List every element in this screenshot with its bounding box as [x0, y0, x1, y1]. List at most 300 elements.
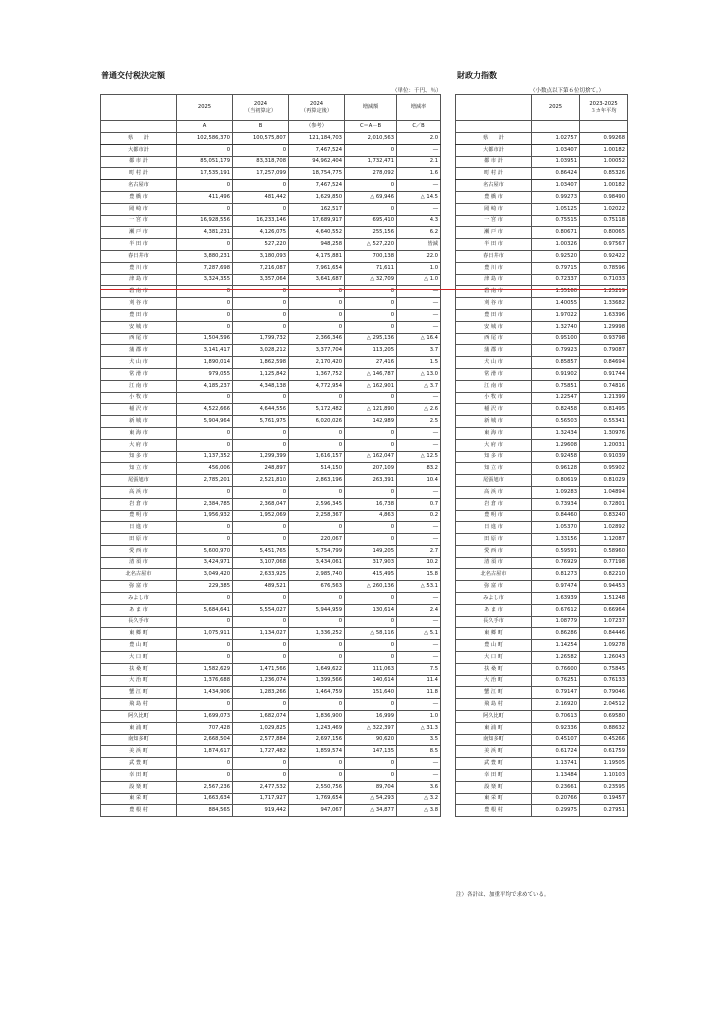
value-cell: ―	[397, 770, 441, 782]
table-row	[456, 628, 628, 640]
row-name-cell: 西 尾 市	[101, 333, 177, 345]
row-name-cell: 大 治 町	[456, 675, 532, 687]
table-row	[456, 805, 628, 817]
value-cell: 1.97022	[532, 309, 580, 321]
value-cell: 0	[177, 534, 233, 546]
table-row	[456, 652, 628, 664]
value-cell: 83.2	[397, 463, 441, 475]
row-name-cell: 豊 山 町	[101, 640, 177, 652]
value-cell: 0	[233, 758, 289, 770]
value-cell: 0	[177, 298, 233, 310]
value-cell: 1.00182	[580, 144, 628, 156]
value-cell: 1,582,629	[177, 663, 233, 675]
value-cell: 111,063	[345, 663, 397, 675]
value-cell: 0.96128	[532, 463, 580, 475]
row-name-cell: 東 栄 町	[101, 793, 177, 805]
value-cell: 0	[345, 522, 397, 534]
row-name-cell: 蒲 郡 市	[456, 345, 532, 357]
value-cell: 1.63939	[532, 593, 580, 605]
table-row	[101, 215, 441, 227]
value-cell: 2,258,367	[289, 510, 345, 522]
value-cell: 4,126,075	[233, 227, 289, 239]
row-name-cell: 武 豊 町	[101, 758, 177, 770]
value-cell: △ 2.6	[397, 404, 441, 416]
table-row	[456, 640, 628, 652]
value-cell: 4,175,881	[289, 250, 345, 262]
value-cell: 0	[177, 144, 233, 156]
value-cell: 0.72337	[532, 274, 580, 286]
row-name-cell: 設 楽 町	[101, 781, 177, 793]
value-cell: 1,299,399	[233, 451, 289, 463]
row-name-cell: 豊 橋 市	[101, 191, 177, 203]
value-cell: 7,467,524	[289, 144, 345, 156]
value-cell: 4,863	[345, 510, 397, 522]
row-name-cell: 長久手市	[456, 616, 532, 628]
value-cell: 94,962,404	[289, 156, 345, 168]
value-cell: 1.19505	[580, 758, 628, 770]
value-cell: 1,799,732	[233, 333, 289, 345]
row-name-cell: 安 城 市	[456, 321, 532, 333]
row-name-cell: 町 村 計	[101, 168, 177, 180]
value-cell: ―	[397, 392, 441, 404]
value-cell: ―	[397, 522, 441, 534]
table-row	[456, 180, 628, 192]
table-row	[456, 711, 628, 723]
value-cell: 0	[345, 427, 397, 439]
value-cell: 0.82458	[532, 404, 580, 416]
table-row	[101, 345, 441, 357]
value-cell: 0	[289, 593, 345, 605]
highlight-line	[100, 289, 628, 290]
value-cell: △ 527,220	[345, 239, 397, 251]
value-cell: 317,903	[345, 557, 397, 569]
table-row	[456, 734, 628, 746]
value-cell: 4,522,666	[177, 404, 233, 416]
value-cell: 1.00182	[580, 180, 628, 192]
row-name-cell: 阿久比町	[456, 711, 532, 723]
row-name-cell: 常 滑 市	[101, 368, 177, 380]
row-name-cell: あ ま 市	[456, 604, 532, 616]
value-cell: 1.05125	[532, 203, 580, 215]
value-cell: 0.84460	[532, 510, 580, 522]
row-name-cell: 蟹 江 町	[101, 687, 177, 699]
value-cell: △ 5.1	[397, 628, 441, 640]
row-name-cell: 東 海 市	[456, 427, 532, 439]
value-cell: 0	[289, 286, 345, 298]
value-cell: △ 58,116	[345, 628, 397, 640]
value-cell: 2.1	[397, 156, 441, 168]
left-table-title: 普通交付税決定額	[101, 71, 165, 80]
value-cell: 0.82210	[580, 569, 628, 581]
value-cell: 3,377,704	[289, 345, 345, 357]
value-cell: 0.75515	[532, 215, 580, 227]
table-row	[101, 274, 441, 286]
row-name-cell: 江 南 市	[101, 380, 177, 392]
value-cell: 2.4	[397, 604, 441, 616]
row-name-cell: 設 楽 町	[456, 781, 532, 793]
value-cell: 1,663,634	[177, 793, 233, 805]
value-cell: 0	[345, 180, 397, 192]
value-cell: 18,754,775	[289, 168, 345, 180]
value-cell: 0	[289, 439, 345, 451]
table-row	[456, 239, 628, 251]
table-row	[101, 486, 441, 498]
value-cell: 0.75851	[532, 380, 580, 392]
row-name-cell: 蒲 郡 市	[101, 345, 177, 357]
value-cell: 22.0	[397, 250, 441, 262]
value-cell: 0.71033	[580, 274, 628, 286]
value-cell: 0	[289, 640, 345, 652]
value-cell: 0.92336	[532, 722, 580, 734]
row-name-cell: 弥 富 市	[101, 581, 177, 593]
value-cell: 1.04894	[580, 486, 628, 498]
value-cell: 411,496	[177, 191, 233, 203]
row-name-cell: 飛 島 村	[456, 699, 532, 711]
value-cell: 0.81029	[580, 475, 628, 487]
value-cell: 5,754,799	[289, 545, 345, 557]
table-row	[456, 522, 628, 534]
row-name-cell: 一 宮 市	[456, 215, 532, 227]
value-cell: 0	[345, 699, 397, 711]
value-cell: 0	[289, 522, 345, 534]
value-cell: 0.7	[397, 498, 441, 510]
table-row	[101, 416, 441, 428]
value-cell: 2,477,532	[233, 781, 289, 793]
row-name-cell: 南知多町	[101, 734, 177, 746]
value-cell: 4,381,231	[177, 227, 233, 239]
row-name-cell: 都 市 計	[456, 156, 532, 168]
value-cell: 0.70613	[532, 711, 580, 723]
table-row	[456, 227, 628, 239]
value-cell: 0.83240	[580, 510, 628, 522]
value-cell: 0.27951	[580, 805, 628, 817]
row-name-cell: 岩 倉 市	[101, 498, 177, 510]
value-cell: 皆減	[397, 239, 441, 251]
value-cell: 2,985,740	[289, 569, 345, 581]
value-cell: △ 162,047	[345, 451, 397, 463]
table-row	[101, 144, 441, 156]
value-cell: 0	[289, 758, 345, 770]
value-cell: 0.86286	[532, 628, 580, 640]
value-cell: 7,467,524	[289, 180, 345, 192]
table-row	[456, 439, 628, 451]
row-name-cell: 名古屋市	[101, 180, 177, 192]
table-row	[456, 368, 628, 380]
value-cell: 4,640,552	[289, 227, 345, 239]
value-cell: 162,517	[289, 203, 345, 215]
value-cell: 3,107,068	[233, 557, 289, 569]
value-cell: 0	[233, 392, 289, 404]
value-cell: ―	[397, 699, 441, 711]
table-row	[101, 427, 441, 439]
value-cell: 6,020,026	[289, 416, 345, 428]
value-cell: 89,704	[345, 781, 397, 793]
value-cell: 456,006	[177, 463, 233, 475]
value-cell: 0	[177, 439, 233, 451]
row-name-cell: 瀬 戸 市	[456, 227, 532, 239]
value-cell: 4.3	[397, 215, 441, 227]
value-cell: 17,689,917	[289, 215, 345, 227]
value-cell: 0.84446	[580, 628, 628, 640]
row-name-cell: 高 浜 市	[456, 486, 532, 498]
value-cell: 16,928,556	[177, 215, 233, 227]
value-cell: 3,424,971	[177, 557, 233, 569]
row-name-cell: 知 多 市	[101, 451, 177, 463]
table-row	[101, 227, 441, 239]
value-cell: 1,629,850	[289, 191, 345, 203]
value-cell: 11.8	[397, 687, 441, 699]
right-table-title: 財政力指数	[457, 71, 497, 80]
value-cell: 0	[289, 699, 345, 711]
value-cell: 0.95902	[580, 463, 628, 475]
value-cell: ―	[397, 309, 441, 321]
value-cell: ―	[397, 298, 441, 310]
value-cell: 1.21399	[580, 392, 628, 404]
table-row	[101, 581, 441, 593]
value-cell: 10.2	[397, 557, 441, 569]
value-cell: 2.04512	[580, 699, 628, 711]
value-cell: 1,504,596	[177, 333, 233, 345]
value-cell: 3,434,061	[289, 557, 345, 569]
row-name-cell: 半 田 市	[101, 239, 177, 251]
row-name-cell: 日 進 市	[101, 522, 177, 534]
value-cell: 5,684,641	[177, 604, 233, 616]
table-row	[456, 309, 628, 321]
value-cell: 0.84694	[580, 357, 628, 369]
value-cell: 1,836,900	[289, 711, 345, 723]
row-name-cell: 東 郷 町	[101, 628, 177, 640]
value-cell: 1.03951	[532, 156, 580, 168]
row-name-cell: 東 浦 町	[101, 722, 177, 734]
value-cell: ―	[397, 286, 441, 298]
value-cell: 0.97474	[532, 581, 580, 593]
value-cell: 0.66964	[580, 604, 628, 616]
value-cell: 0.29975	[532, 805, 580, 817]
row-name-cell: 大都市計	[456, 144, 532, 156]
table-row	[456, 451, 628, 463]
value-cell: 1,682,074	[233, 711, 289, 723]
value-cell: 0.98490	[580, 191, 628, 203]
value-cell: 1.12087	[580, 534, 628, 546]
value-cell: 3,180,093	[233, 250, 289, 262]
value-cell: 15.8	[397, 569, 441, 581]
value-cell: 1.29998	[580, 321, 628, 333]
rcol-head-2025: 2025	[532, 95, 580, 121]
value-cell: 676,563	[289, 581, 345, 593]
value-cell: 2.16920	[532, 699, 580, 711]
row-name-cell: 長久手市	[101, 616, 177, 628]
value-cell: 0	[233, 286, 289, 298]
table-row	[101, 616, 441, 628]
value-cell: 0	[345, 298, 397, 310]
value-cell: △ 31.3	[397, 722, 441, 734]
value-cell: 0.99273	[532, 191, 580, 203]
table-row	[456, 770, 628, 782]
value-cell: 0.77198	[580, 557, 628, 569]
value-cell: 0	[177, 427, 233, 439]
value-cell: 1,399,566	[289, 675, 345, 687]
value-cell: 7,287,698	[177, 262, 233, 274]
row-name-cell: 愛 西 市	[456, 545, 532, 557]
value-cell: 2.5	[397, 416, 441, 428]
value-cell: 0	[177, 593, 233, 605]
col-head-2025: 2025	[177, 95, 233, 121]
table-row	[101, 404, 441, 416]
value-cell: 255,156	[345, 227, 397, 239]
tax-allocation-table	[100, 94, 441, 817]
table-row	[101, 652, 441, 664]
value-cell: △ 121,890	[345, 404, 397, 416]
value-cell: 0	[177, 616, 233, 628]
value-cell: 1,367,752	[289, 368, 345, 380]
table-row	[101, 557, 441, 569]
row-name-cell: 春日井市	[456, 250, 532, 262]
value-cell: 0.23595	[580, 781, 628, 793]
value-cell: 2,010,563	[345, 133, 397, 145]
value-cell: 0	[233, 699, 289, 711]
value-cell: 207,109	[345, 463, 397, 475]
value-cell: 1,125,842	[233, 368, 289, 380]
value-cell: 147,135	[345, 746, 397, 758]
value-cell: 3,028,212	[233, 345, 289, 357]
row-name-cell: 町 村 計	[456, 168, 532, 180]
value-cell: 2,368,047	[233, 498, 289, 510]
row-name-cell: 津 島 市	[456, 274, 532, 286]
value-cell: 0.91744	[580, 368, 628, 380]
value-cell: 113,205	[345, 345, 397, 357]
value-cell: △ 54,293	[345, 793, 397, 805]
table-row	[101, 522, 441, 534]
table-row	[456, 416, 628, 428]
row-name-cell: 東 浦 町	[456, 722, 532, 734]
row-name-cell: 大都市計	[101, 144, 177, 156]
value-cell: △ 3.7	[397, 380, 441, 392]
value-cell: 1,434,906	[177, 687, 233, 699]
table-row	[456, 675, 628, 687]
value-cell: 0.45266	[580, 734, 628, 746]
value-cell: 0	[233, 203, 289, 215]
value-cell: 0.59591	[532, 545, 580, 557]
table-row	[456, 534, 628, 546]
value-cell: 0.92422	[580, 250, 628, 262]
value-cell: 5,904,964	[177, 416, 233, 428]
table-row	[101, 368, 441, 380]
value-cell: △ 295,136	[345, 333, 397, 345]
table-row	[101, 262, 441, 274]
value-cell: 2,384,785	[177, 498, 233, 510]
value-cell: 1.29608	[532, 439, 580, 451]
value-cell: △ 14.5	[397, 191, 441, 203]
table-row	[456, 262, 628, 274]
table-row	[456, 321, 628, 333]
value-cell: 1.03407	[532, 144, 580, 156]
value-cell: 1.10103	[580, 770, 628, 782]
table-row	[456, 144, 628, 156]
value-cell: 0.76600	[532, 663, 580, 675]
value-cell: 0.81273	[532, 569, 580, 581]
footnote: 注）各計は、加重平均で求めている。	[456, 892, 550, 898]
value-cell: 1.63396	[580, 309, 628, 321]
table-row	[101, 758, 441, 770]
table-row	[101, 604, 441, 616]
value-cell: 0.79087	[580, 345, 628, 357]
table-row	[456, 168, 628, 180]
table-row	[456, 404, 628, 416]
value-cell: 7,216,087	[233, 262, 289, 274]
value-cell: 1.05370	[532, 522, 580, 534]
row-name-cell: 常 滑 市	[456, 368, 532, 380]
row-name-cell: 日 進 市	[456, 522, 532, 534]
value-cell: 1,956,932	[177, 510, 233, 522]
value-cell: 0	[345, 652, 397, 664]
table-row	[101, 699, 441, 711]
row-name-cell: 大 口 町	[101, 652, 177, 664]
value-cell: 102,586,370	[177, 133, 233, 145]
value-cell: 1,727,482	[233, 746, 289, 758]
table-row	[101, 392, 441, 404]
row-name-cell: 新 城 市	[456, 416, 532, 428]
table-row	[456, 687, 628, 699]
row-name-cell: 大 治 町	[101, 675, 177, 687]
value-cell: 2.7	[397, 545, 441, 557]
value-cell: 3.6	[397, 781, 441, 793]
value-cell: 2,521,810	[233, 475, 289, 487]
value-cell: △ 3.8	[397, 805, 441, 817]
value-cell: 0	[289, 770, 345, 782]
table-row	[101, 286, 441, 298]
table-row	[456, 333, 628, 345]
value-cell: 1,075,911	[177, 628, 233, 640]
value-cell: 85,051,179	[177, 156, 233, 168]
row-name-cell: 豊 川 市	[101, 262, 177, 274]
value-cell: 0	[233, 522, 289, 534]
value-cell: 0.79923	[532, 345, 580, 357]
row-name-cell: 扶 桑 町	[456, 663, 532, 675]
value-cell: 1.5	[397, 357, 441, 369]
row-name-cell: 豊 根 村	[456, 805, 532, 817]
row-name-cell: 扶 桑 町	[101, 663, 177, 675]
col-head-2024-recalc: 2024 （再算定後）	[289, 95, 345, 121]
value-cell: 1.25219	[580, 286, 628, 298]
row-name-cell: 小 牧 市	[456, 392, 532, 404]
value-cell: 0	[345, 640, 397, 652]
value-cell: 0.55341	[580, 416, 628, 428]
row-name-cell: 小 牧 市	[101, 392, 177, 404]
row-name-cell: 豊 山 町	[456, 640, 532, 652]
value-cell: 0	[289, 321, 345, 333]
value-cell: △ 12.5	[397, 451, 441, 463]
value-cell: 2,785,201	[177, 475, 233, 487]
value-cell: 0	[177, 652, 233, 664]
row-name-cell: 刈 谷 市	[101, 298, 177, 310]
value-cell: 0	[233, 770, 289, 782]
value-cell: 0	[289, 486, 345, 498]
value-cell: 1.35160	[532, 286, 580, 298]
row-name-cell: 豊 明 市	[101, 510, 177, 522]
value-cell: △ 162,901	[345, 380, 397, 392]
value-cell: 0.80671	[532, 227, 580, 239]
table-row	[101, 309, 441, 321]
value-cell: 0.23661	[532, 781, 580, 793]
row-name-cell: 名古屋市	[456, 180, 532, 192]
rcol-sub-blank-3	[580, 121, 628, 133]
value-cell: 0.75845	[580, 663, 628, 675]
value-cell: 1.26582	[532, 652, 580, 664]
value-cell: 1.22547	[532, 392, 580, 404]
value-cell: 700,138	[345, 250, 397, 262]
row-name-cell: 清 須 市	[456, 557, 532, 569]
table-row	[101, 640, 441, 652]
